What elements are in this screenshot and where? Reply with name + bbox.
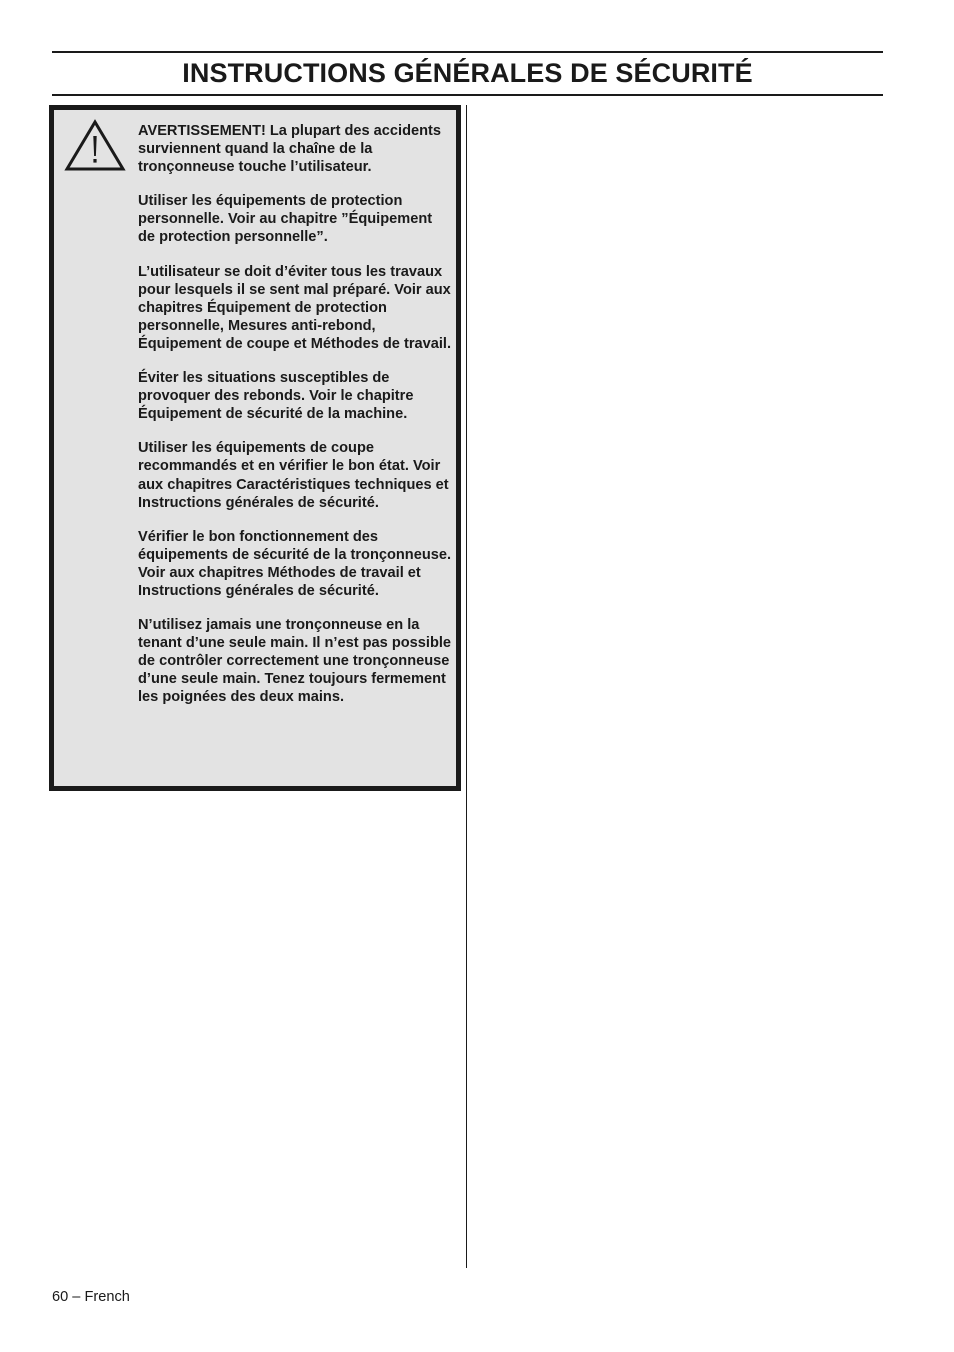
warning-paragraph-4: Éviter les situations susceptibles de provoquer des rebonds. Voir le chapitre Équipement de sécurité de la machine. — [138, 370, 414, 423]
warning-paragraph-1: AVERTISSEMENT! La plupart des accidents surviennent quand la chaîne de la tronçonneuse touche l’utilisateur. — [138, 123, 442, 176]
column-divider — [466, 105, 467, 1268]
warning-paragraph-5: Utiliser les équipements de coupe recommandés et en vérifier le bon état. Voir aux chapitres Caractéristiques techniques et Instructions générales de sécurité. — [138, 440, 449, 511]
header-rule-top — [52, 51, 883, 53]
page-title: INSTRUCTIONS GÉNÉRALES DE SÉCURITÉ — [182, 58, 753, 88]
header-rule-bottom — [52, 94, 883, 96]
warning-box — [49, 105, 461, 791]
warning-triangle-icon — [64, 118, 126, 174]
warning-text — [138, 122, 452, 723]
warning-paragraph-7: N’utilisez jamais une tronçonneuse en la tenant d’une seule main. Il n’est pas possible de contrôler correctement une tronçonneuse d’une seule main. Tenez toujours fermement les poignées des deux mains. — [138, 617, 452, 706]
warning-paragraph-3: L’utilisateur se doit d’éviter tous les travaux pour lesquels il se sent mal préparé. Voir aux chapitres Équipement de protection personnelle, Mesures anti-rebond, Équipement de coupe et Méthodes de travail. — [138, 263, 452, 352]
page-footer: 60 – French — [52, 1289, 130, 1305]
warning-paragraph-6: Vérifier le bon fonctionnement des équipements de sécurité de la tronçonneuse. Voir aux chapitres Méthodes de travail et Instructions générales de sécurité. — [138, 528, 452, 599]
warning-paragraph-2: Utiliser les équipements de protection personnelle. Voir au chapitre ”Équipement de protection personnelle”. — [138, 193, 433, 246]
